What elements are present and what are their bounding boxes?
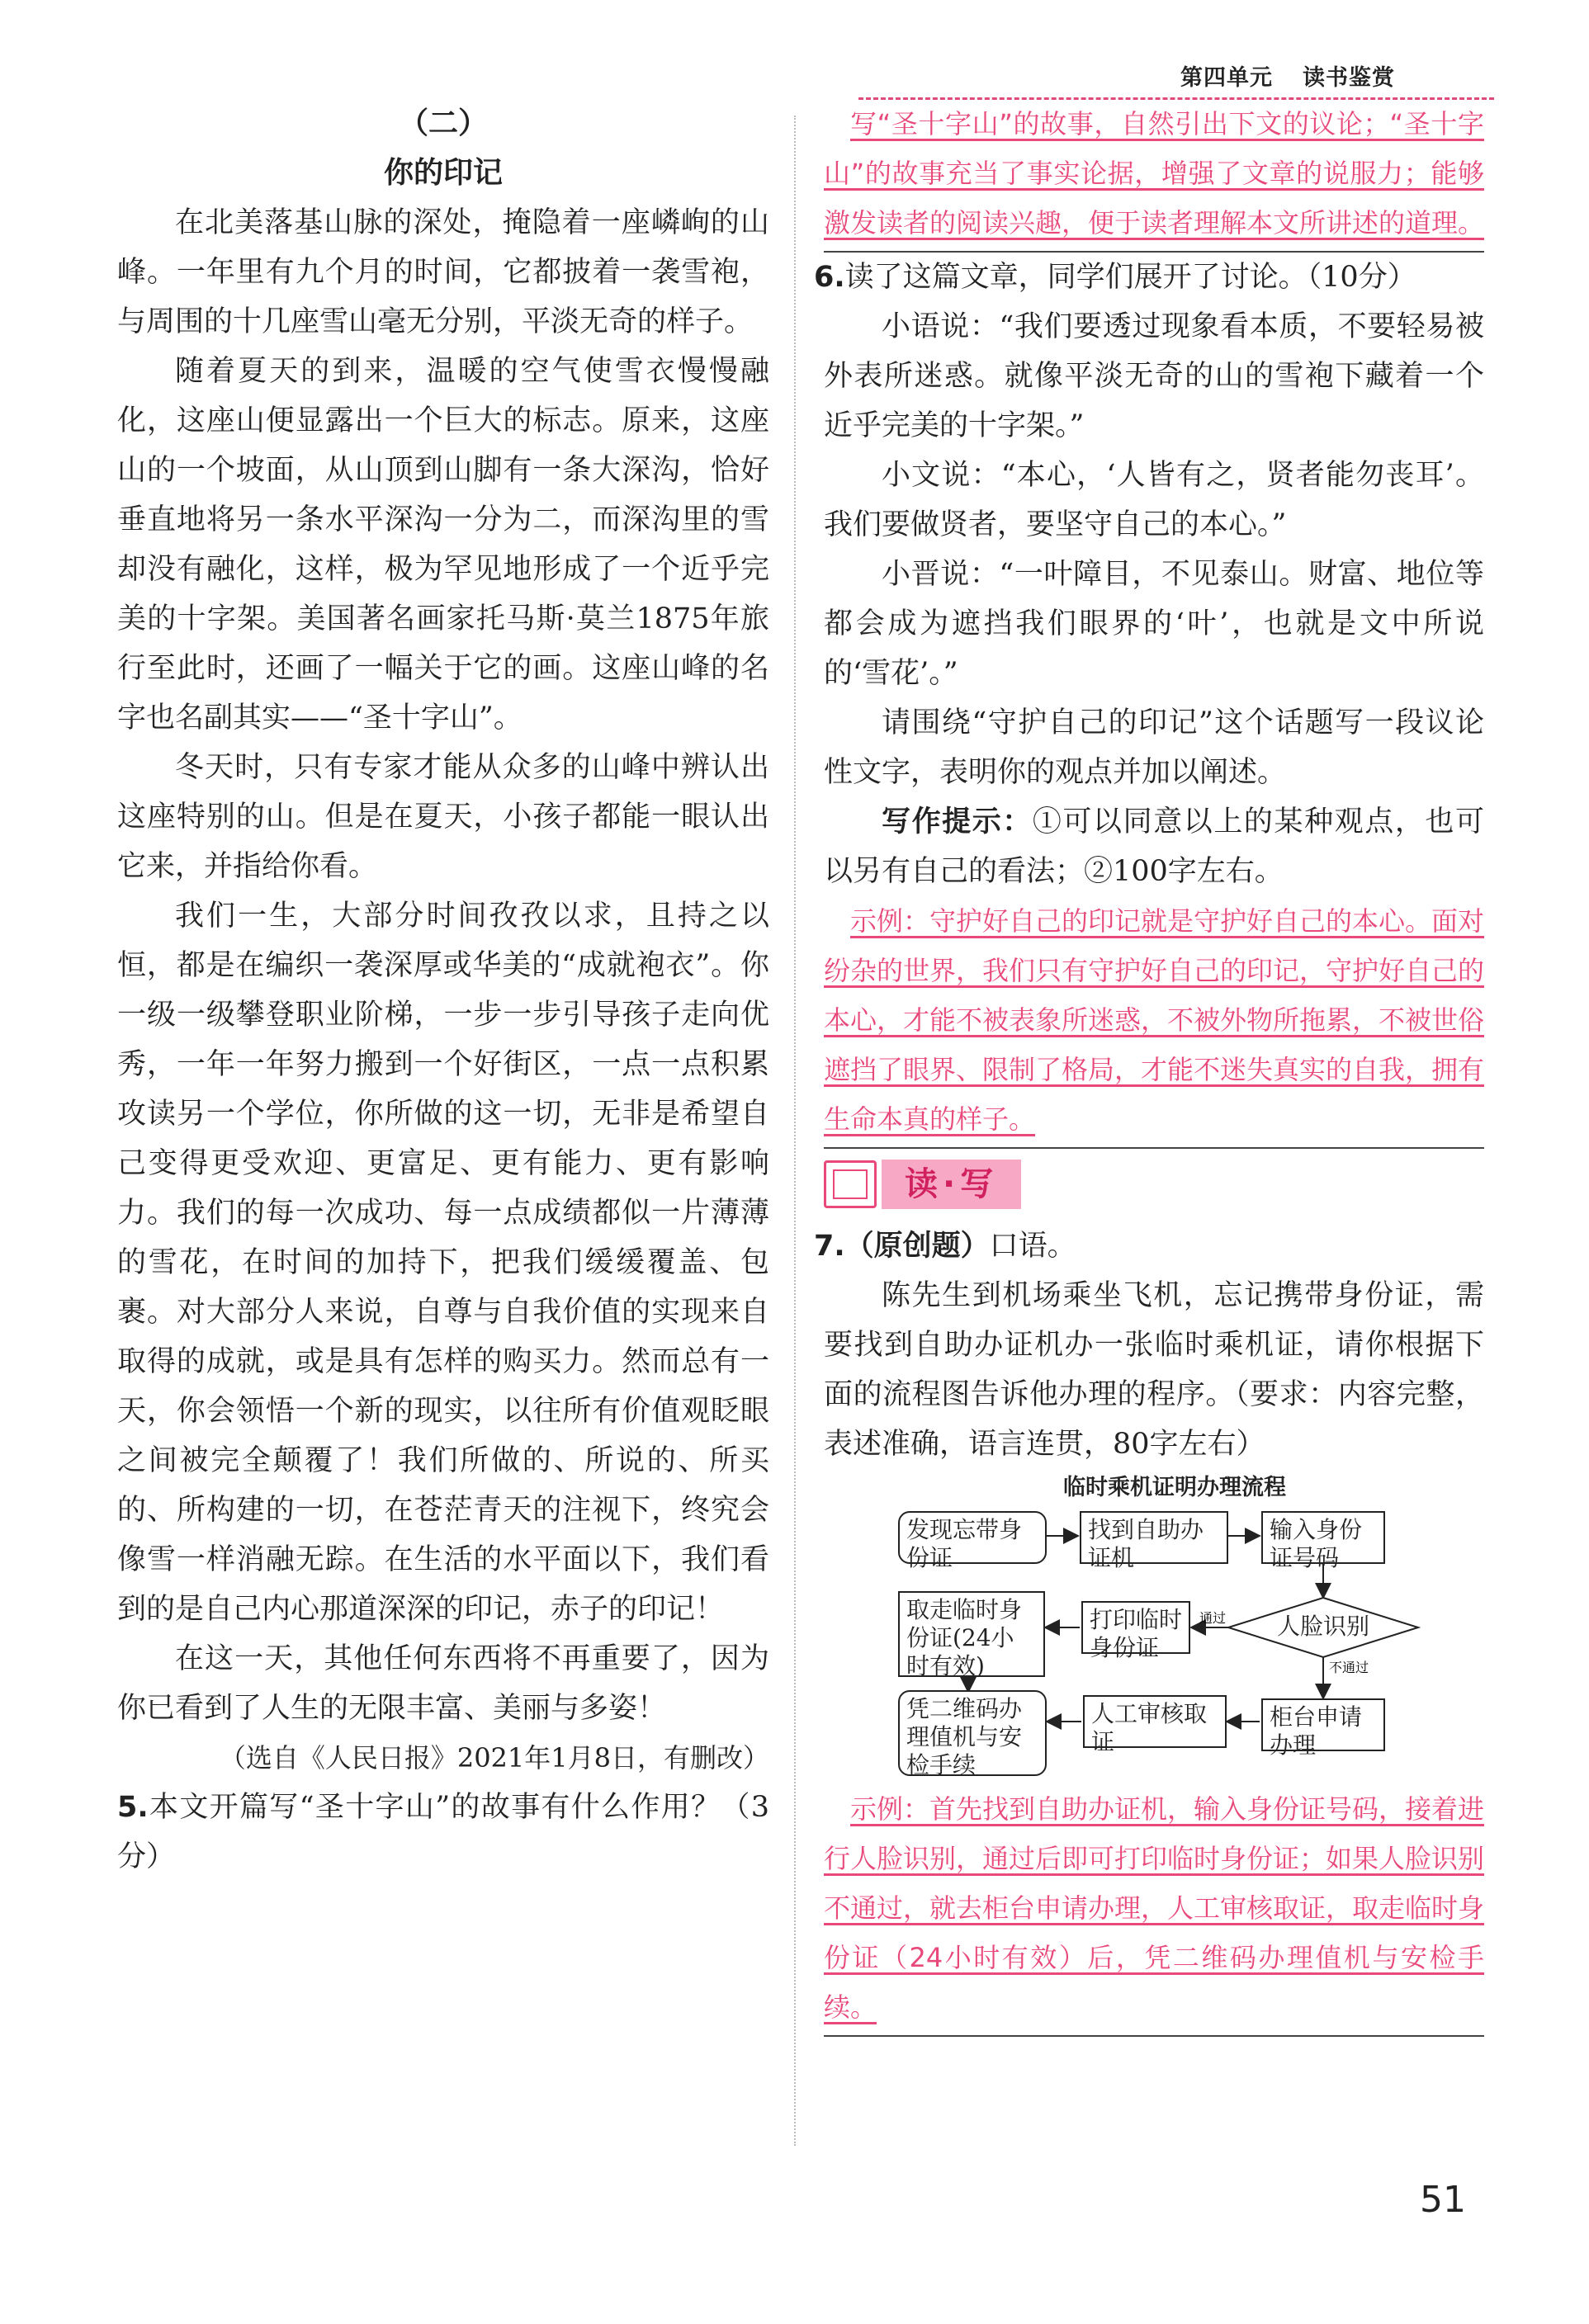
flow-node-n8: 人工审核取证 [1083, 1695, 1227, 1748]
article-paragraph: 在北美落基山脉的深处，掩隐着一座嶙峋的山峰。一年里有九个月的时间，它都披着一袭雪袍，与周围的十几座雪山毫无分别，平淡无奇的样子。 [117, 206, 769, 338]
fail-label: 不通过 [1329, 1660, 1369, 1675]
book-icon [824, 1160, 877, 1208]
q7-number: 7. [814, 1230, 845, 1263]
question-5 [117, 1783, 769, 1882]
q5-answer-block [824, 99, 1484, 253]
q5-number: 5. [117, 1791, 149, 1824]
left-column [117, 99, 769, 1882]
flow-node-n9: 柜台申请办理 [1261, 1698, 1385, 1751]
question-6 [814, 253, 1484, 302]
article-title: 你的印记 [383, 156, 503, 190]
q7-answer: 示例：首先找到自助办证机，输入身份证号码，接着进行人脸识别，通过后即可打印临时身份证；如果人脸识别不通过，就去柜台申请办理，人工审核取证，取走临时身份证（24小时有效）后，凭二维码办理值机与安检手续。 [824, 1793, 1485, 2023]
unit-label: 第四单元 [1180, 65, 1273, 91]
q7-answer-block [824, 1784, 1484, 2037]
pass-label: 通过 [1199, 1610, 1227, 1626]
flow-node-n7: 凭二维码办理值机与安检手续 [898, 1690, 1047, 1776]
q6-number: 6. [814, 261, 845, 294]
flow-node-n3: 输入身份证号码 [1261, 1511, 1385, 1564]
flowchart [890, 1474, 1459, 1779]
q5-answer: 写“圣十字山”的故事，自然引出下文的议论；“圣十字山”的故事充当了事实论据，增强了文章的说服力；能够激发读者的阅读兴趣，便于读者理解本文所讲述的道理。 [824, 108, 1485, 239]
flowchart-title: 临时乘机证明办理流程 [1063, 1475, 1286, 1500]
article-number: （二） [398, 106, 488, 140]
q6-answer: 示例：守护好自己的印记就是守护好自己的本心。面对纷杂的世界，我们只有守护好自己的印记，守护好自己的本心，才能不被表象所迷惑，不被外物所拖累，不被世俗遮挡了眼界、限制了格局，才能不迷失真实的自我，拥有生命本真的样子。 [824, 905, 1485, 1135]
article-source: （选自《人民日报》2021年1月8日，有删改） [219, 1742, 769, 1774]
flow-node-n1: 发现忘带身份证 [898, 1511, 1047, 1564]
tip-text: ①可以同意以上的某种观点，也可以另有自己的看法；②100字左右。 [824, 805, 1484, 888]
article-paragraph: 冬天时，只有专家才能从众多的山峰中辨认出这座特别的山。但是在夏天，小孩子都能一眼认出它来，并指给你看。 [117, 751, 769, 883]
q7-tag: （原创题） [844, 1230, 990, 1263]
section-label: 读书鉴赏 [1303, 65, 1395, 91]
banner-label: 读·写 [882, 1160, 1021, 1209]
article-paragraph: 我们一生，大部分时间孜孜以求，且持之以恒，都是在编织一袭深厚或华美的“成就袍衣”。你一级一级攀登职业阶梯，一步一步引导孩子走向优秀，一年一年努力搬到一个好街区，一点一点积累攻读另一个学位，你所做的这一切，无非是希望自己变得更受欢迎、更富足、更有能力、更有影响力。我们的每一次成功、每一点成绩都似一片薄薄的雪花，在时间的加持下，把我们缓缓覆盖、包裹。对大部分人来说，自尊与自我价值的实现来自取得的成就，或是具有怎样的购买力。然而总有一天，你会领悟一个新的现实，以往所有价值观眨眼之间被完全颠覆了！我们所做的、所说的、所买的、所构建的一切，在苍茫青天的注视下，终究会像雪一样消融无踪。在生活的水平面以下，我们看到的是自己内心那道深深的印记，赤子的印记！ [117, 900, 769, 1626]
flow-node-n5: 打印临时身份证 [1081, 1601, 1190, 1654]
q6-answer-block [824, 896, 1484, 1149]
q6-tip [824, 797, 1484, 896]
page-number: 51 [1420, 2179, 1466, 2221]
q7-type: 口语。 [989, 1230, 1076, 1263]
flow-node-n6: 取走临时身份证(24小时有效) [898, 1591, 1045, 1677]
q6-paragraph: 小文说：“本心，‘人皆有之，贤者能勿丧耳’。我们要做贤者，要坚守自己的本心。” [824, 459, 1484, 541]
question-7 [814, 1221, 1484, 1271]
column-divider [794, 116, 796, 2146]
article-paragraph: 在这一天，其他任何东西将不再重要了，因为你已看到了人生的无限丰富、美丽与多姿！ [117, 1642, 769, 1725]
q5-text: 本文开篇写“圣十字山”的故事有什么作用？（3分） [117, 1791, 769, 1873]
q7-text: 陈先生到机场乘坐飞机，忘记携带身份证，需要找到自助办证机办一张临时乘机证，请你根据下面的流程图告诉他办理的程序。（要求：内容完整，表述准确，语言连贯，80字左右） [824, 1279, 1484, 1461]
q6-paragraph: 请围绕“守护自己的印记”这个话题写一段议论性文字，表明你的观点并加以阐述。 [824, 706, 1484, 789]
q6-text: 读了这篇文章，同学们展开了讨论。（10分） [844, 261, 1416, 294]
article-paragraph: 随着夏天的到来，温暖的空气使雪衣慢慢融化，这座山便显露出一个巨大的标志。原来，这座山的一个坡面，从山顶到山脚有一条大深沟，恰好垂直地将另一条水平深沟一分为二，而深沟里的雪却没有融化，这样，极为罕见地形成了一个近乎完美的十字架。美国著名画家托马斯·莫兰1875年旅行至此时，还画了一幅关于它的画。这座山峰的名字也名副其实——“圣十字山”。 [117, 355, 769, 735]
flow-node-n4: 人脸识别 [1276, 1613, 1369, 1640]
flow-node-n2: 找到自助办证机 [1080, 1511, 1228, 1564]
q6-paragraph: 小晋说：“一叶障目，不见泰山。财富、地位等都会成为遮挡我们眼界的‘叶’，也就是文中所说的‘雪花’。” [824, 558, 1484, 690]
q6-paragraph: 小语说：“我们要透过现象看本质，不要轻易被外表所迷惑。就像平淡无奇的山的雪袍下藏着一个近乎完美的十字架。” [824, 310, 1484, 442]
right-column [814, 99, 1485, 2037]
read-write-banner [824, 1155, 1484, 1213]
tip-label: 写作提示： [882, 805, 1033, 838]
page-header [1180, 59, 1425, 92]
